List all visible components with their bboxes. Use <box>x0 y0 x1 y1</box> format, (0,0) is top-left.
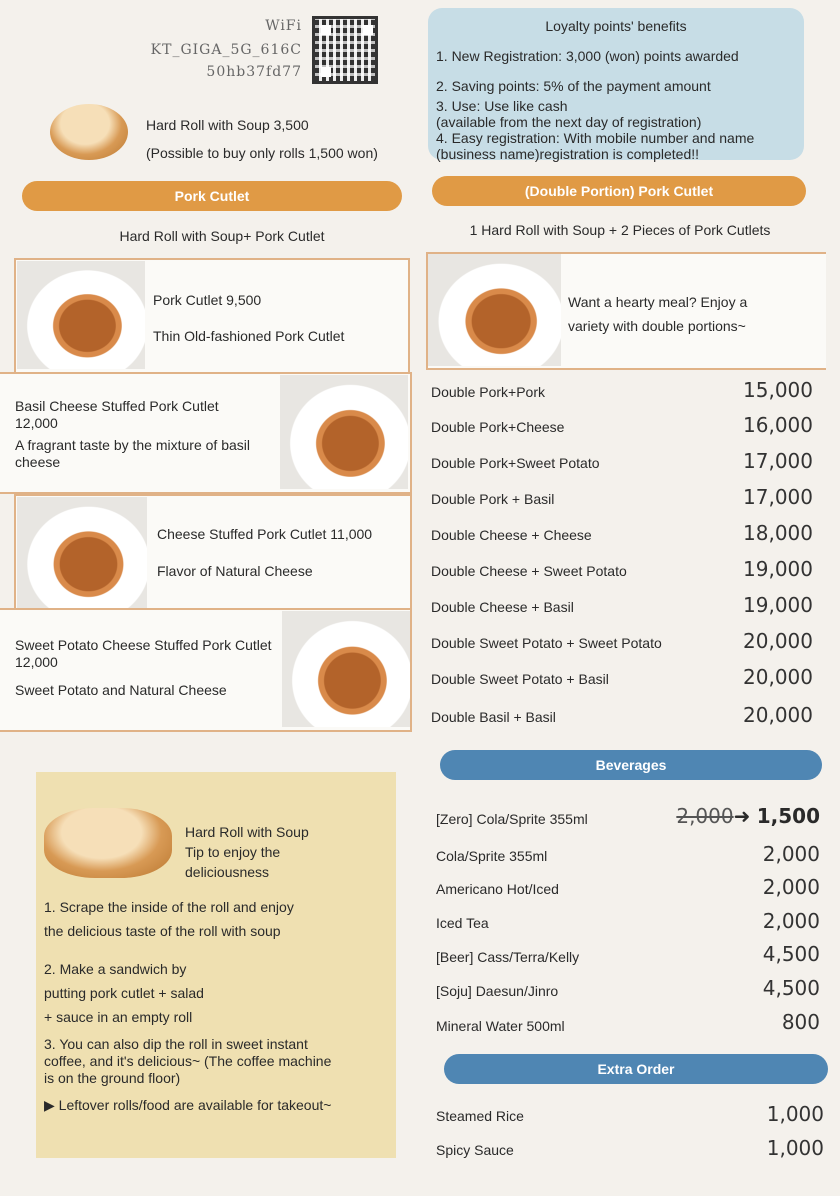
item-desc: Thin Old-fashioned Pork Cutlet <box>153 328 345 344</box>
item-price: 16,000 <box>743 413 813 437</box>
item-name: [Zero] Cola/Sprite 355ml <box>436 811 588 827</box>
loyalty-item: (available from the next day of registration) <box>436 114 702 130</box>
item-name: Double Sweet Potato + Sweet Potato <box>431 635 662 651</box>
item-price: 1,500 <box>756 804 820 828</box>
item-price: 20,000 <box>743 629 813 653</box>
item-price: 4,500 <box>762 976 820 1000</box>
beverages-header: Beverages <box>440 750 822 780</box>
loyalty-item: 1. New Registration: 3,000 (won) points awarded <box>436 48 739 64</box>
item-name: Mineral Water 500ml <box>436 1018 565 1034</box>
hard-roll-photo <box>50 104 128 160</box>
tip-step: putting pork cutlet + salad <box>44 985 204 1001</box>
cheese-cutlet-photo <box>17 497 147 609</box>
item-name: Double Cheese + Sweet Potato <box>431 563 627 579</box>
tip-step: the delicious taste of the roll with soup <box>44 923 281 939</box>
sweet-potato-cutlet-photo <box>282 611 410 727</box>
tip-step: 3. You can also dip the roll in sweet instant coffee, and it's delicious~ (The coffee machine is on the ground floor) <box>44 1036 332 1086</box>
item-price: 4,500 <box>762 942 820 966</box>
item-name: Double Cheese + Cheese <box>431 527 592 543</box>
item-price: 2,000 <box>762 909 820 933</box>
item-desc: Sweet Potato and Natural Cheese <box>15 682 227 698</box>
item-price: 2,000 <box>762 875 820 899</box>
loyalty-item: 2. Saving points: 5% of the payment amount <box>436 78 711 94</box>
item-price: 800 <box>781 1010 820 1034</box>
pork-cutlet-photo <box>17 261 145 369</box>
double-portion-promo: Want a hearty meal? Enjoy a variety with double portions~ <box>568 294 748 334</box>
item-name: Double Sweet Potato + Basil <box>431 671 609 687</box>
double-portion-photo <box>428 254 561 366</box>
item-price: 20,000 <box>743 703 813 727</box>
item-price: 17,000 <box>743 485 813 509</box>
section-divider <box>14 730 410 732</box>
hard-roll-sandwich-photo <box>44 808 172 878</box>
item-name: Double Pork + Basil <box>431 491 555 507</box>
item-name: Double Pork+Pork <box>431 384 546 400</box>
pork-cutlet-header: Pork Cutlet <box>22 181 402 211</box>
old-price: 2,000 <box>676 804 734 828</box>
wifi-ssid: KT_GIGA_5G_616C <box>150 42 302 58</box>
item-desc: A fragrant taste by the mixture of basil cheese <box>15 437 251 470</box>
wifi-qr-code <box>312 16 378 84</box>
item-name: Cola/Sprite 355ml <box>436 848 548 864</box>
item-name: Double Pork+Cheese <box>431 419 565 435</box>
item-name: Pork Cutlet 9,500 <box>153 292 262 308</box>
item-desc: Flavor of Natural Cheese <box>157 563 313 579</box>
tip-note: ▶ Leftover rolls/food are available for takeout~ <box>44 1097 332 1113</box>
item-price: 15,000 <box>743 378 813 402</box>
pork-cutlet-subtitle: Hard Roll with Soup+ Pork Cutlet <box>119 228 325 244</box>
double-portion-subtitle: 1 Hard Roll with Soup + 2 Pieces of Pork Cutlets <box>469 222 771 238</box>
item-price: 18,000 <box>743 521 813 545</box>
extra-order-header: Extra Order <box>444 1054 828 1084</box>
wifi-label: WiFi <box>265 18 302 34</box>
tip-step: 2. Make a sandwich by <box>44 961 187 977</box>
item-name: Steamed Rice <box>436 1108 524 1124</box>
item-name: Cheese Stuffed Pork Cutlet 11,000 <box>157 526 373 542</box>
item-price: 2,000 <box>762 842 820 866</box>
item-name: Double Cheese + Basil <box>431 599 574 615</box>
item-price: 20,000 <box>743 665 813 689</box>
item-name: Iced Tea <box>436 915 489 931</box>
item-name: Spicy Sauce <box>436 1142 514 1158</box>
tip-title: Hard Roll with Soup Tip to enjoy the deliciousness <box>185 824 309 880</box>
item-name: Americano Hot/Iced <box>436 881 559 897</box>
loyalty-item: 4. Easy registration: With mobile number and name <box>436 130 755 146</box>
loyalty-item: (business name)registration is completed!! <box>436 146 700 162</box>
double-portion-header: (Double Portion) Pork Cutlet <box>432 176 806 206</box>
item-name: Double Basil + Basil <box>431 709 556 725</box>
item-name: [Soju] Daesun/Jinro <box>436 983 559 999</box>
tip-step: 1. Scrape the inside of the roll and enjoy <box>44 899 294 915</box>
loyalty-title: Loyalty points' benefits <box>545 18 687 34</box>
basil-cheese-cutlet-photo <box>280 375 408 489</box>
item-price: 1,000 <box>766 1102 824 1126</box>
arrow-icon: ➜ <box>733 804 757 828</box>
loyalty-item: 3. Use: Use like cash <box>436 98 568 114</box>
item-name: [Beer] Cass/Terra/Kelly <box>436 949 580 965</box>
item-name: Double Pork+Sweet Potato <box>431 455 600 471</box>
item-price: 19,000 <box>743 557 813 581</box>
item-price: 1,000 <box>766 1136 824 1160</box>
item-price: 17,000 <box>743 449 813 473</box>
item-name: Basil Cheese Stuffed Pork Cutlet 12,000 <box>15 398 219 431</box>
wifi-password: 50hb37fd77 <box>206 64 302 80</box>
hard-roll-note: (Possible to buy only rolls 1,500 won) <box>146 145 378 161</box>
item-name: Sweet Potato Cheese Stuffed Pork Cutlet 12,000 <box>15 637 272 670</box>
hard-roll-price: Hard Roll with Soup 3,500 <box>146 117 309 133</box>
item-price: 19,000 <box>743 593 813 617</box>
tip-step: + sauce in an empty roll <box>44 1009 193 1025</box>
